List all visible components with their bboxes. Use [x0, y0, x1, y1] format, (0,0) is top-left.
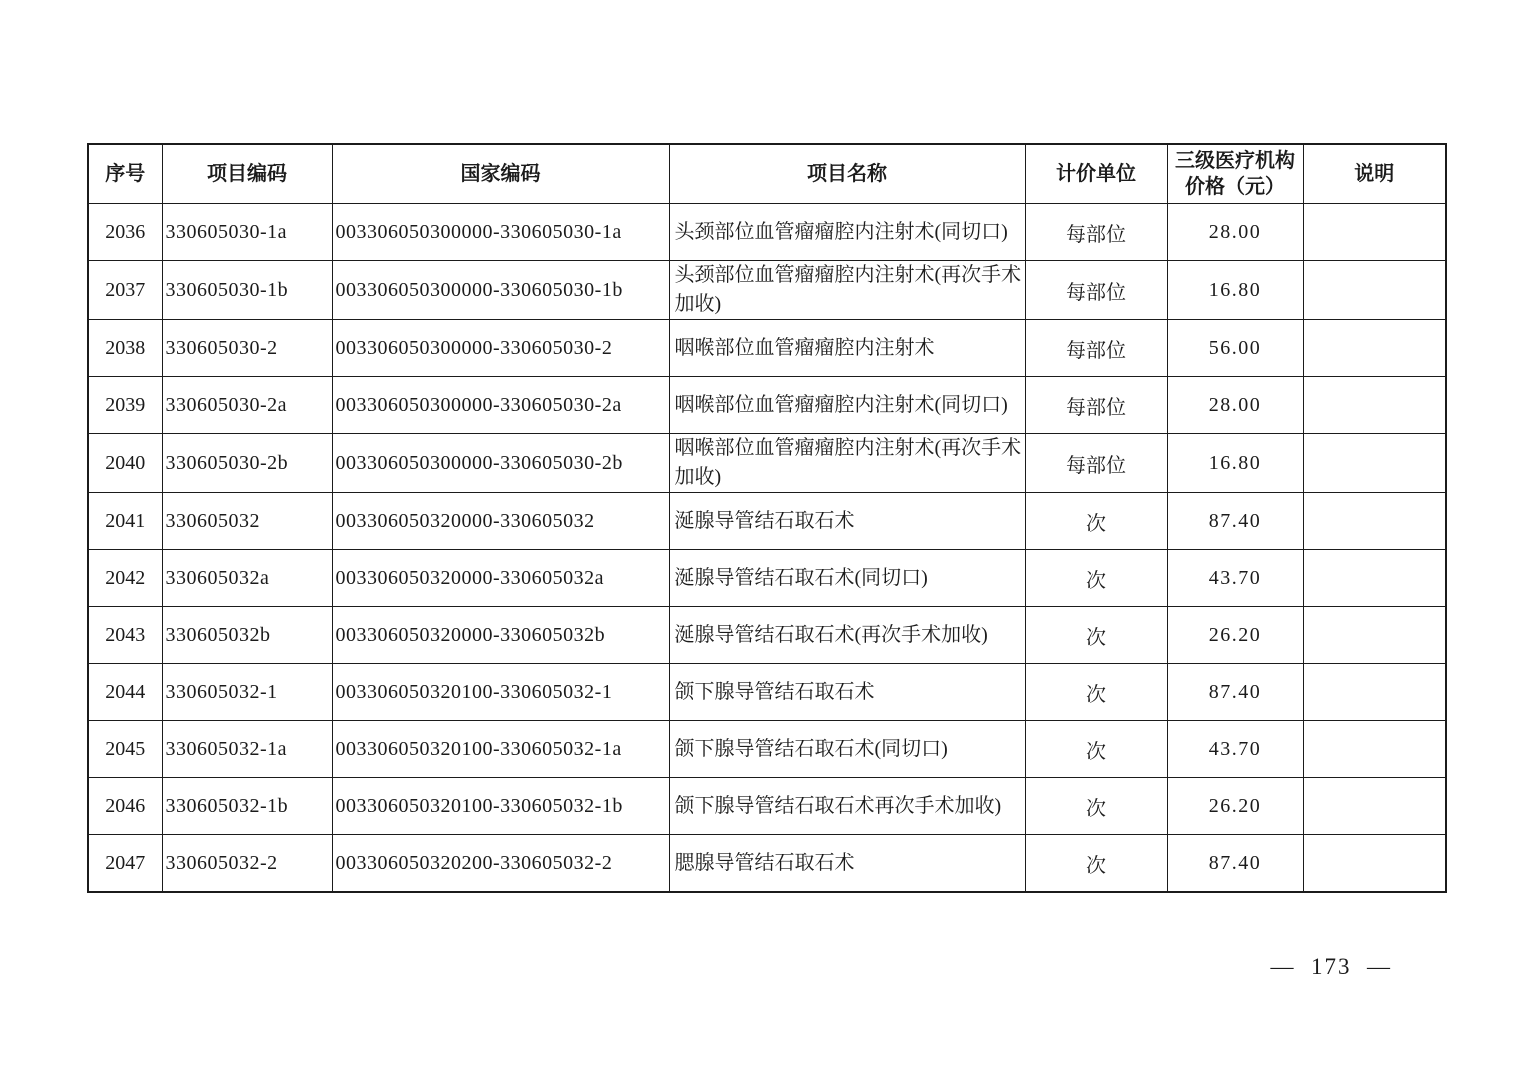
header-seq: 序号 — [88, 144, 162, 204]
page-number — [1240, 928, 1393, 1006]
cell-project-code: 330605032-1a — [162, 721, 332, 778]
cell-price: 87.40 — [1167, 664, 1303, 721]
cell-seq: 2047 — [88, 835, 162, 893]
cell-project-code: 330605032-1 — [162, 664, 332, 721]
table-row — [88, 550, 1446, 607]
cell-price: 16.80 — [1167, 261, 1303, 320]
table-row — [88, 835, 1446, 893]
cell-project-name: 腮腺导管结石取石术 — [669, 835, 1025, 893]
cell-unit: 每部位 — [1025, 261, 1167, 320]
cell-unit: 每部位 — [1025, 204, 1167, 261]
cell-note — [1303, 204, 1446, 261]
cell-project-code: 330605032b — [162, 607, 332, 664]
cell-project-name: 涎腺导管结石取石术 — [669, 493, 1025, 550]
cell-unit: 次 — [1025, 493, 1167, 550]
cell-price: 26.20 — [1167, 607, 1303, 664]
header-project-code: 项目编码 — [162, 144, 332, 204]
cell-price: 28.00 — [1167, 204, 1303, 261]
cell-project-code: 330605032-1b — [162, 778, 332, 835]
cell-note — [1303, 493, 1446, 550]
header-price-line1: 三级医疗机构 — [1175, 150, 1295, 172]
table-row — [88, 377, 1446, 434]
cell-price: 28.00 — [1167, 377, 1303, 434]
cell-seq: 2046 — [88, 778, 162, 835]
cell-note — [1303, 550, 1446, 607]
cell-national-code: 003306050300000-330605030-2 — [332, 320, 669, 377]
cell-unit: 每部位 — [1025, 320, 1167, 377]
cell-project-name: 涎腺导管结石取石术(同切口) — [669, 550, 1025, 607]
cell-project-code: 330605030-2a — [162, 377, 332, 434]
cell-seq: 2045 — [88, 721, 162, 778]
cell-project-code: 330605032 — [162, 493, 332, 550]
cell-project-name: 头颈部位血管瘤瘤腔内注射术(再次手术加收) — [669, 261, 1025, 320]
cell-national-code: 003306050320000-330605032b — [332, 607, 669, 664]
cell-project-name: 咽喉部位血管瘤瘤腔内注射术 — [669, 320, 1025, 377]
cell-unit: 次 — [1025, 835, 1167, 893]
cell-project-name: 颌下腺导管结石取石术再次手术加收) — [669, 778, 1025, 835]
cell-note — [1303, 835, 1446, 893]
cell-price: 56.00 — [1167, 320, 1303, 377]
cell-project-name: 涎腺导管结石取石术(再次手术加收) — [669, 607, 1025, 664]
cell-national-code: 003306050300000-330605030-1b — [332, 261, 669, 320]
cell-price: 87.40 — [1167, 493, 1303, 550]
cell-national-code: 003306050300000-330605030-1a — [332, 204, 669, 261]
table-row — [88, 664, 1446, 721]
header-price — [1167, 144, 1303, 204]
header-unit: 计价单位 — [1025, 144, 1167, 204]
cell-national-code: 003306050320200-330605032-2 — [332, 835, 669, 893]
table-row — [88, 607, 1446, 664]
cell-note — [1303, 320, 1446, 377]
cell-national-code: 003306050320100-330605032-1 — [332, 664, 669, 721]
table-row — [88, 204, 1446, 261]
cell-seq: 2043 — [88, 607, 162, 664]
table-header-row — [88, 144, 1446, 204]
cell-project-name: 头颈部位血管瘤瘤腔内注射术(同切口) — [669, 204, 1025, 261]
page-number-text: — 173 — — [1270, 954, 1392, 979]
table-row — [88, 261, 1446, 320]
cell-seq: 2044 — [88, 664, 162, 721]
cell-project-name: 咽喉部位血管瘤瘤腔内注射术(再次手术加收) — [669, 434, 1025, 493]
cell-national-code: 003306050300000-330605030-2a — [332, 377, 669, 434]
cell-seq: 2042 — [88, 550, 162, 607]
cell-price: 87.40 — [1167, 835, 1303, 893]
table-row — [88, 320, 1446, 377]
table-row — [88, 778, 1446, 835]
cell-price: 26.20 — [1167, 778, 1303, 835]
cell-project-code: 330605032-2 — [162, 835, 332, 893]
cell-national-code: 003306050320100-330605032-1a — [332, 721, 669, 778]
cell-note — [1303, 377, 1446, 434]
cell-seq: 2036 — [88, 204, 162, 261]
cell-unit: 每部位 — [1025, 434, 1167, 493]
cell-seq: 2038 — [88, 320, 162, 377]
cell-project-name: 颌下腺导管结石取石术(同切口) — [669, 721, 1025, 778]
cell-note — [1303, 261, 1446, 320]
cell-note — [1303, 607, 1446, 664]
cell-national-code: 003306050320100-330605032-1b — [332, 778, 669, 835]
table-body — [88, 204, 1446, 893]
cell-seq: 2040 — [88, 434, 162, 493]
header-price-line2: 价格（元） — [1185, 176, 1285, 198]
cell-note — [1303, 434, 1446, 493]
cell-unit: 每部位 — [1025, 377, 1167, 434]
cell-project-code: 330605030-2b — [162, 434, 332, 493]
price-table — [87, 143, 1447, 893]
cell-seq: 2041 — [88, 493, 162, 550]
cell-project-code: 330605030-2 — [162, 320, 332, 377]
cell-seq: 2039 — [88, 377, 162, 434]
header-national-code: 国家编码 — [332, 144, 669, 204]
cell-price: 43.70 — [1167, 550, 1303, 607]
cell-national-code: 003306050320000-330605032 — [332, 493, 669, 550]
table-row — [88, 493, 1446, 550]
cell-note — [1303, 664, 1446, 721]
header-note: 说明 — [1303, 144, 1446, 204]
cell-national-code: 003306050300000-330605030-2b — [332, 434, 669, 493]
table-row — [88, 721, 1446, 778]
cell-price: 16.80 — [1167, 434, 1303, 493]
cell-unit: 次 — [1025, 721, 1167, 778]
table-row — [88, 434, 1446, 493]
cell-unit: 次 — [1025, 778, 1167, 835]
cell-note — [1303, 778, 1446, 835]
cell-price: 43.70 — [1167, 721, 1303, 778]
cell-unit: 次 — [1025, 607, 1167, 664]
cell-project-name: 颌下腺导管结石取石术 — [669, 664, 1025, 721]
cell-seq: 2037 — [88, 261, 162, 320]
cell-project-name: 咽喉部位血管瘤瘤腔内注射术(同切口) — [669, 377, 1025, 434]
cell-national-code: 003306050320000-330605032a — [332, 550, 669, 607]
header-project-name: 项目名称 — [669, 144, 1025, 204]
cell-unit: 次 — [1025, 664, 1167, 721]
cell-note — [1303, 721, 1446, 778]
cell-project-code: 330605030-1b — [162, 261, 332, 320]
cell-unit: 次 — [1025, 550, 1167, 607]
cell-project-code: 330605032a — [162, 550, 332, 607]
cell-project-code: 330605030-1a — [162, 204, 332, 261]
